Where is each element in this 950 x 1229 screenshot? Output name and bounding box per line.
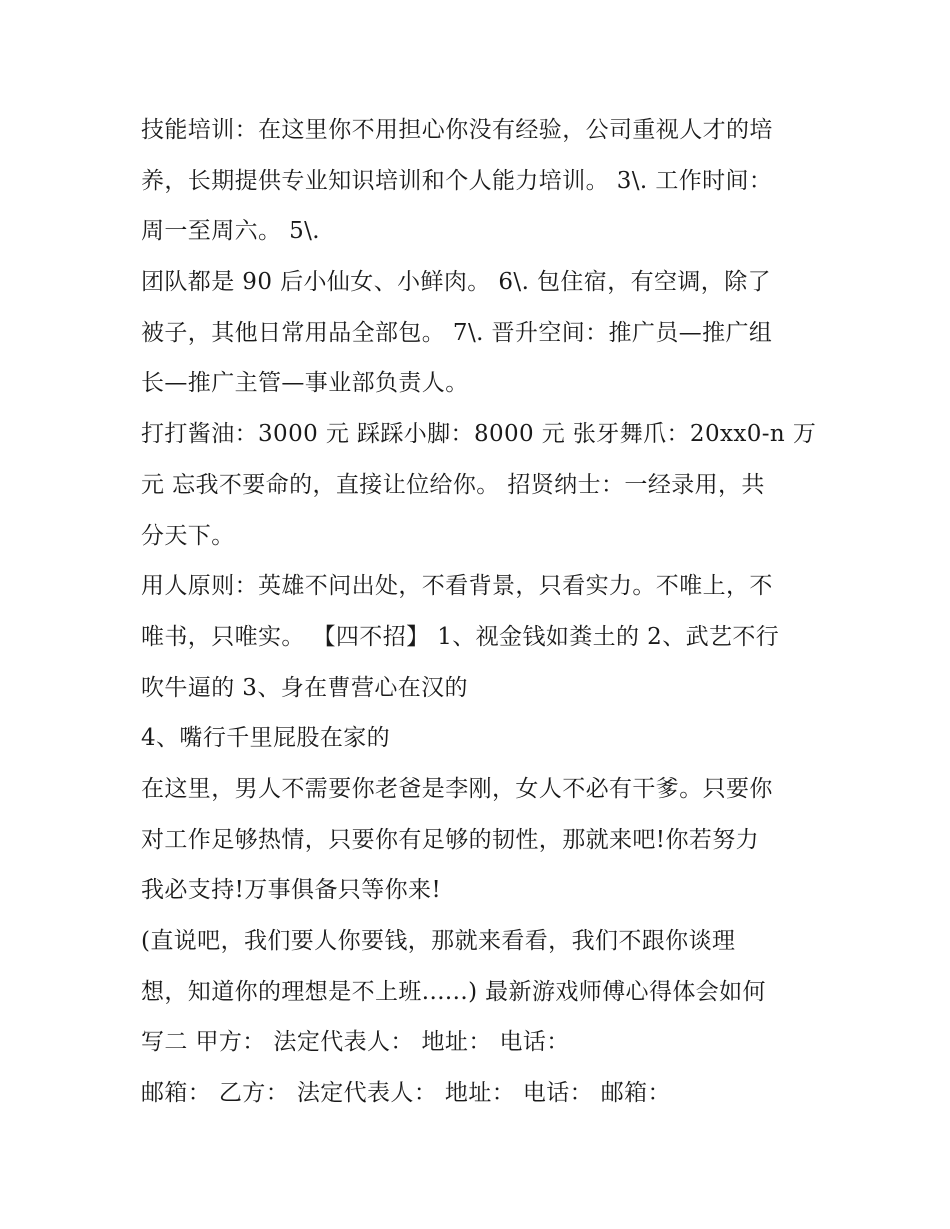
text-line: 唯书，只唯实。 【四不招】 1、视金钱如粪土的 2、武艺不行 <box>141 623 780 650</box>
text-line: 分天下。 <box>141 522 235 549</box>
text-line: 打打酱油：3000 元 踩踩小脚：8000 元 张牙舞爪：20xx0-n 万 <box>141 421 817 448</box>
text-line: (直说吧，我们要人你要钱，那就来看看，我们不跟你谈理 <box>141 928 736 954</box>
text-line: 团队都是 90 后小仙女、小鲜肉。 6\. 包住宿，有空调，除了 <box>141 269 772 296</box>
text-line: 写二 甲方： 法定代表人： 地址： 电话： <box>141 1029 570 1056</box>
text-line: 技能培训：在这里你不用担心你没有经验，公司重视人才的培 <box>141 117 773 143</box>
text-line: 4、嘴行千里屁股在家的 <box>141 725 391 752</box>
text-line: 吹牛逼的 3、身在曹营心在汉的 <box>141 674 468 701</box>
text-line: 周一至周六。 5\. <box>141 218 321 245</box>
text-line: 想，知道你的理想是不上班......) 最新游戏师傅心得体会如何 <box>141 978 766 1005</box>
text-line: 被子，其他日常用品全部包。 7\. 晋升空间：推广员—推广组 <box>141 319 773 346</box>
text-line: 长—推广主管—事业部负责人。 <box>141 370 469 397</box>
text-line: 在这里，男人不需要你老爸是李刚，女人不必有干爹。只要你 <box>141 775 773 802</box>
text-line: 用人原则：英雄不问出处，不看背景，只看实力。不唯上，不 <box>141 573 773 600</box>
text-line: 我必支持!万事俱备只等你来! <box>141 877 442 904</box>
document-body <box>141 105 821 1119</box>
text-line: 元 忘我不要命的，直接让位给你。 招贤纳士：一经录用，共 <box>141 471 765 498</box>
text-line: 邮箱： 乙方： 法定代表人： 地址： 电话： 邮箱： <box>141 1080 671 1107</box>
text-line: 养，长期提供专业知识培训和个人能力培训。 3\. 工作时间： <box>141 167 773 194</box>
text-line: 对工作足够热情，只要你有足够的韧性，那就来吧!你若努力 <box>141 826 760 853</box>
